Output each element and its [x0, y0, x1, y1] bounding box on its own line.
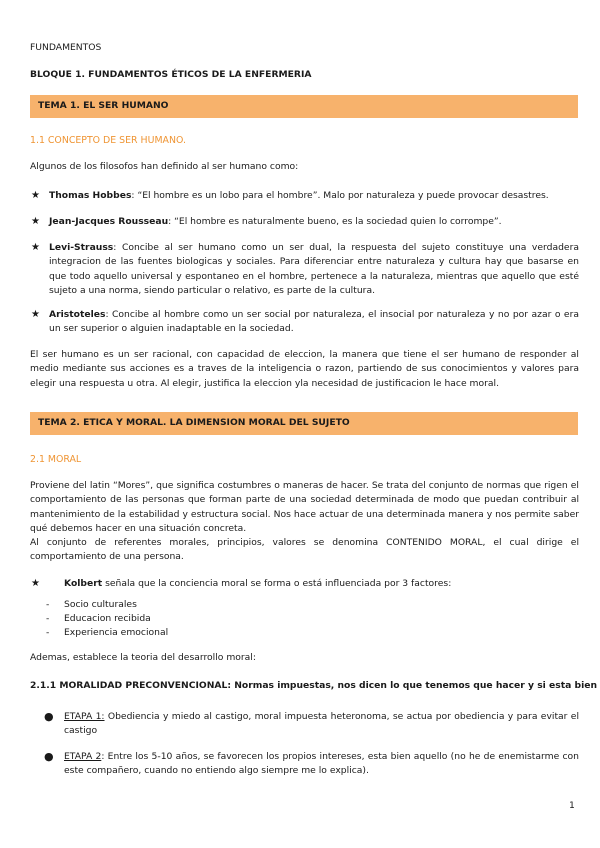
tema2-subtitle: 2.1 MORAL — [30, 454, 82, 465]
star-bullet-icon: ★ — [31, 309, 40, 320]
etapa-item — [64, 710, 579, 739]
etapa-text: : Entre los 5-10 años, se favorecen los propios intereses, esta bien aquello (no he de enemistarme con este compañero, cuando no entiendo algo siempre me lo explica). — [64, 751, 579, 777]
philosopher-name: Aristoteles — [49, 309, 106, 320]
tema1-intro: Algunos de los filosofos han definido al ser humano como: — [30, 161, 299, 172]
dash-bullet: - — [46, 599, 50, 610]
philosopher-quote: : “El hombre es naturalmente bueno, es la sociedad quien lo corrompe”. — [168, 216, 502, 227]
star-bullet-icon: ★ — [31, 578, 40, 589]
page-header: FUNDAMENTOS — [30, 42, 102, 53]
etapa-label: ETAPA 1: — [64, 711, 105, 722]
tema1-banner — [30, 95, 578, 118]
etapa-text: Obediencia y miedo al castigo, moral impuesta heteronoma, se actua por obediencia y para evitar el castigo — [64, 711, 579, 737]
list-item — [49, 241, 579, 299]
philosopher-quote: : “El hombre es un lobo para el hombre”. Malo por naturaleza y puede provocar desastres. — [131, 190, 549, 201]
star-bullet-icon: ★ — [31, 216, 40, 227]
philosopher-quote: : Concibe al hombre como un ser social por naturaleza, el insocial por naturaleza y no por azar o era un ser superior o alguien inadaptable en la sociedad. — [49, 309, 579, 335]
ademas-text: Ademas, establece la teoria del desarrollo moral: — [30, 652, 256, 663]
list-item — [49, 215, 579, 229]
star-bullet-icon: ★ — [31, 242, 40, 253]
philosopher-name: Jean-Jacques Rousseau — [49, 216, 169, 227]
star-bullet-icon: ★ — [31, 190, 40, 201]
page-number: 1 — [569, 800, 575, 811]
etapa-label: ETAPA 2 — [64, 751, 102, 762]
moral-paragraph-2: Al conjunto de referentes morales, principios, valores se denomina CONTENIDO MORAL, el cual dirige el comportamiento de una persona. — [30, 537, 579, 563]
kolbert-name: Kolbert — [64, 578, 103, 589]
bullet-dot: ● — [44, 710, 54, 723]
factor-item: Socio culturales — [64, 599, 137, 610]
philosopher-name: Thomas Hobbes — [49, 190, 132, 201]
bullet-dot: ● — [44, 750, 54, 763]
block-title: BLOQUE 1. FUNDAMENTOS ÉTICOS DE LA ENFERMERIA — [30, 69, 312, 80]
tema2-banner — [30, 412, 578, 435]
list-item — [49, 189, 579, 203]
philosopher-name: Levi-Strauss — [49, 242, 114, 253]
philosopher-quote: : Concibe al ser humano como un ser dual, la respuesta del sujeto constituye una verdadera integracion de las fuentes biologicas y sociales. Para diferenciar entre naturaleza y cultura hay que basarse en que todo aquello universal y espontaneo en el hombre, pertenece a la naturaleza, mientras que aquello que esté sujeto a una norma, siendo particular o relativo, es parte de la cultura. — [49, 242, 579, 297]
dash-bullet: - — [46, 627, 50, 638]
tema1-banner-label: TEMA 1. EL SER HUMANO — [38, 100, 169, 111]
kolbert-item — [64, 577, 579, 591]
tema1-closing-paragraph: El ser humano es un ser racional, con capacidad de eleccion, la manera que tiene el ser humano de responder al medio mediante sus acciones es a traves de la inteligencia o razon, partiendo de sus conocimientos y valores para elegir una respuesta u otra. Al elegir, justifica la eleccion yla necesidad de justificacion le hace moral. — [30, 349, 579, 389]
tema1-subtitle: 1.1 CONCEPTO DE SER HUMANO. — [30, 135, 186, 146]
kolbert-text: señala que la conciencia moral se forma o está influenciada por 3 factores: — [102, 578, 452, 589]
factor-item: Educacion recibida — [64, 613, 151, 624]
dash-bullet: - — [46, 613, 50, 624]
etapa-item — [64, 750, 579, 779]
tema2-banner-label: TEMA 2. ETICA Y MORAL. LA DIMENSION MORAL DEL SUJETO — [38, 417, 350, 428]
factor-item: Experiencia emocional — [64, 627, 169, 638]
subsection-211-title: 2.1.1 MORALIDAD PRECONVENCIONAL: Normas impuestas, nos dicen lo que tenemos que hacer y si esta bien — [30, 680, 597, 691]
moral-paragraph-1: Proviene del latin “Mores”, que significa costumbres o maneras de hacer. Se trata del conjunto de normas que rigen el comportamiento de las personas que forman parte de una sociedad determinada de modo que puedan contribuir al mantenimiento de la estabilidad y estructura social. Nos hace actuar de una determinada manera y nos permite saber qué debemos hacer en una situación concreta. — [30, 480, 579, 535]
list-item — [49, 308, 579, 337]
